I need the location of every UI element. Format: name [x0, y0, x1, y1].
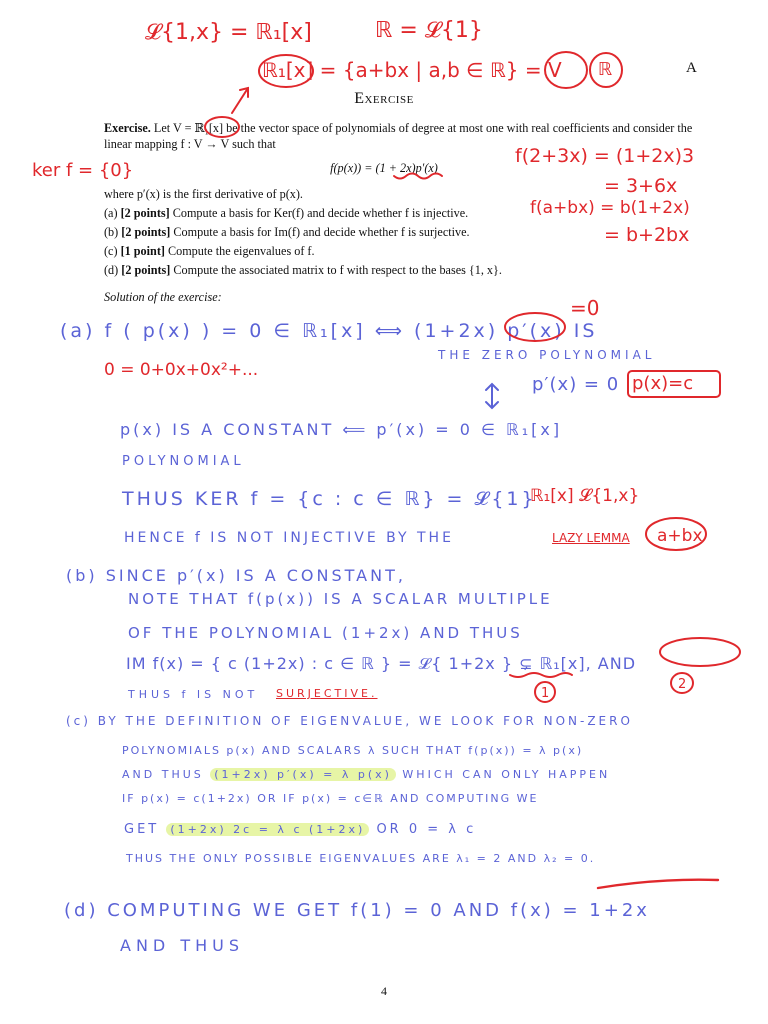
- blue-a-line-5: POLYNOMIAL: [122, 454, 245, 469]
- red-note-vector-space: ℝ₁[x] = {a+bx | a,b ∈ ℝ} = V: [262, 58, 562, 82]
- part-a-id: (a): [104, 206, 118, 220]
- solution-label: Solution of the exercise:: [104, 290, 222, 304]
- blue-c-line-5: [124, 822, 476, 837]
- part-c-id: (c): [104, 244, 118, 258]
- blue-a-line-3: p′(x) = 0: [532, 374, 620, 395]
- red-note-kernel: ker f = {0}: [32, 160, 134, 181]
- blue-b-line-5: THUS f IS NOT: [128, 688, 259, 701]
- red-note-circled-r: ℝ: [598, 59, 613, 80]
- exercise-label: Exercise.: [104, 121, 151, 135]
- part-d-id: (d): [104, 263, 119, 277]
- part-d: [104, 263, 502, 278]
- blue-d-line-1: (d) COMPUTING WE GET f(1) = 0 AND f(x) = 1+2x: [64, 900, 650, 921]
- blue-c-line-3-start: AND THUS: [122, 768, 204, 781]
- blue-a-line-2: THE ZERO POLYNOMIAL: [438, 348, 656, 362]
- blue-c-line-3-end: WHICH CAN ONLY HAPPEN: [402, 768, 611, 781]
- exercise-formula: f(p(x)) = (1 + 2x)p′(x): [330, 161, 438, 175]
- blue-c-line-4: IF p(x) = c(1+2x) OR IF p(x) = c∈ℝ AND COMPUTING WE: [122, 792, 539, 805]
- corner-letter: A: [686, 60, 697, 76]
- blue-b-line-1: (b) SINCE p′(x) IS A CONSTANT,: [66, 566, 406, 585]
- red-stroke-d: [598, 880, 718, 888]
- red-circled-one: 1: [541, 686, 550, 701]
- red-calc-1: f(2+3x) = (1+2x)3: [515, 145, 695, 167]
- red-lazy-lemma: LAZY LEMMA: [552, 531, 630, 545]
- part-b-text: Compute a basis for Im(f) and decide whether f is surjective.: [173, 225, 470, 239]
- page-title: Exercise: [354, 90, 414, 107]
- red-note-r-span: ℝ = 𝓛{1}: [375, 18, 483, 43]
- blue-b-line-3: OF THE POLYNOMIAL (1+2x) AND THUS: [128, 624, 523, 642]
- red-calc-4: = b+2bx: [604, 224, 690, 246]
- blue-a-line-1: (a) f ( p(x) ) = 0 ∈ ℝ₁[x] ⟺ (1+2x) p′(x) IS: [60, 320, 598, 342]
- blue-b-line-2: NOTE THAT f(p(x)) IS A SCALAR MULTIPLE: [128, 590, 553, 608]
- blue-a-line-6: THUS KER f = {c : c ∈ ℝ} = 𝓛{1}: [122, 488, 537, 510]
- part-a-text: Compute a basis for Ker(f) and decide whether f is injective.: [172, 206, 469, 220]
- red-px-constant: p(x)=c: [632, 373, 694, 394]
- red-surjective: SURJECTIVE.: [276, 687, 378, 700]
- blue-a-line-7: HENCE f IS NOT INJECTIVE BY THE: [124, 530, 454, 546]
- page-number: 4: [381, 984, 387, 998]
- blue-a-line-4: p(x) IS A CONSTANT ⟸ p′(x) = 0 ∈ ℝ₁[x]: [120, 420, 563, 439]
- blue-c-line-2: POLYNOMIALS p(x) AND SCALARS λ SUCH THAT f(p(x)) = λ p(x): [122, 744, 584, 757]
- part-b: [104, 225, 470, 240]
- part-c-points: [1 point]: [120, 244, 165, 258]
- part-d-points: [2 points]: [121, 263, 171, 277]
- exercise-intro: Let V = ℝ₁[x] be the vector space of polynomials of degree at most one with real coefficients and consider the linear mapping f : V → V such that: [104, 121, 693, 151]
- part-d-text: Compute the associated matrix to f with respect to the bases {1, x}.: [173, 263, 502, 277]
- red-a-plus-bx: a+bx: [657, 526, 703, 546]
- blue-c-line-5-start: GET: [124, 822, 160, 837]
- blue-c-line-5-end: OR 0 = λ c: [376, 822, 477, 837]
- red-r1x-span: ℝ₁[x] 𝓛{1,x}: [530, 486, 640, 506]
- red-zero: =0: [570, 296, 600, 320]
- red-circled-two: 2: [678, 677, 687, 692]
- blue-c-line-6: THUS THE ONLY POSSIBLE EIGENVALUES ARE λ₁ = 2 AND λ₂ = 0.: [126, 852, 596, 865]
- part-a-points: [2 points]: [120, 206, 170, 220]
- part-a: [104, 206, 468, 221]
- blue-c-line-1: (c) BY THE DEFINITION OF EIGENVALUE, WE LOOK FOR NON-ZERO: [66, 714, 633, 728]
- highlighted-equation-2: (1+2x) 2c = λ c (1+2x): [166, 823, 369, 836]
- blue-d-line-2: AND THUS: [120, 936, 244, 955]
- part-b-id: (b): [104, 225, 119, 239]
- part-c-text: Compute the eigenvalues of f.: [167, 244, 315, 258]
- red-circle-r1x-b: [660, 638, 740, 666]
- red-note-span: 𝓛{1,x} = ℝ₁[x]: [145, 20, 312, 45]
- blue-c-line-3: [122, 768, 610, 781]
- red-zero-poly: 0 = 0+0x+0x²+...: [104, 360, 259, 380]
- blue-b-line-4: IM f(x) = { c (1+2x) : c ∈ ℝ } = 𝓛{ 1+2x } ⊊ ℝ₁[x], AND: [126, 654, 637, 673]
- part-b-points: [2 points]: [121, 225, 171, 239]
- part-c: [104, 244, 315, 259]
- red-calc-3: f(a+bx) = b(1+2x): [530, 198, 690, 218]
- highlighted-equation-1: (1+2x) p′(x) = λ p(x): [210, 768, 396, 781]
- blue-equivalence-arrow: [486, 384, 498, 408]
- exercise-where: where p′(x) is the first derivative of p(x).: [104, 187, 303, 201]
- red-calc-2: = 3+6x: [604, 175, 678, 197]
